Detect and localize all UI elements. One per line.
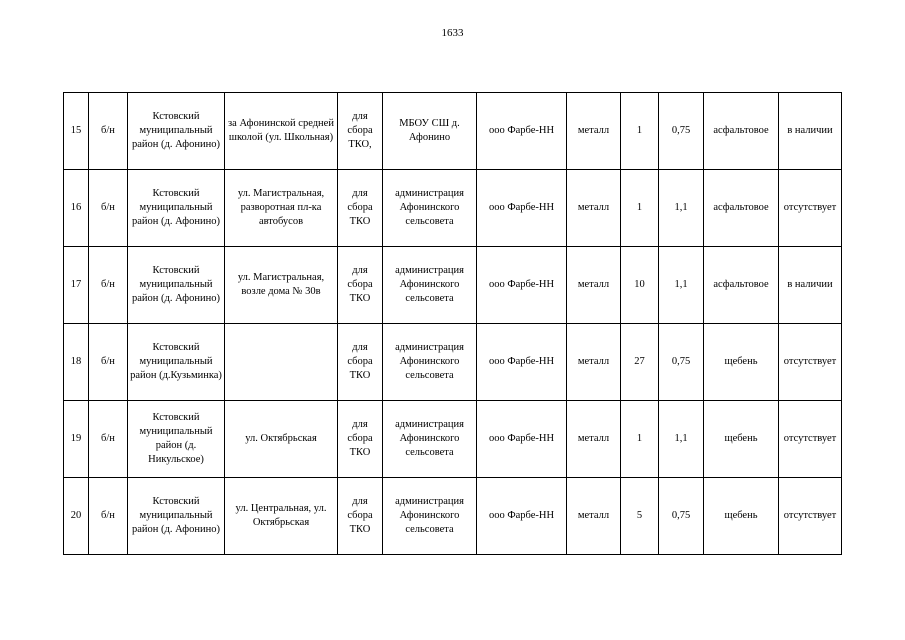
table-row xyxy=(64,401,842,478)
owner: администрация Афонинского сельсовета xyxy=(383,478,477,555)
container-material: металл xyxy=(567,324,621,401)
container-count: 1 xyxy=(621,170,659,247)
table-row xyxy=(64,247,842,324)
address xyxy=(225,324,338,401)
operator: ооо Фарбе-НН xyxy=(477,93,567,170)
container-material: металл xyxy=(567,170,621,247)
owner: администрация Афонинского сельсовета xyxy=(383,247,477,324)
row-number: 16 xyxy=(64,170,89,247)
registry-code: б/н xyxy=(89,170,128,247)
fence-status: отсутствует xyxy=(779,401,842,478)
container-volume: 0,75 xyxy=(659,478,704,555)
district: Кстовский муниципальный район (д. Афонино) xyxy=(128,93,225,170)
surface-type: щебень xyxy=(704,324,779,401)
container-volume: 1,1 xyxy=(659,247,704,324)
address: ул. Магистральная, разворотная пл-ка автобусов xyxy=(225,170,338,247)
address: за Афонинской средней школой (ул. Школьная) xyxy=(225,93,338,170)
district: Кстовский муниципальный район (д.Кузьминка) xyxy=(128,324,225,401)
surface-type: асфальтовое xyxy=(704,93,779,170)
purpose: для сбора ТКО xyxy=(338,401,383,478)
container-volume: 1,1 xyxy=(659,401,704,478)
registry-code: б/н xyxy=(89,93,128,170)
purpose: для сбора ТКО, xyxy=(338,93,383,170)
operator: ооо Фарбе-НН xyxy=(477,401,567,478)
container-material: металл xyxy=(567,401,621,478)
district: Кстовский муниципальный район (д. Никульское) xyxy=(128,401,225,478)
container-volume: 0,75 xyxy=(659,93,704,170)
table-row xyxy=(64,170,842,247)
district: Кстовский муниципальный район (д. Афонино) xyxy=(128,170,225,247)
container-count: 10 xyxy=(621,247,659,324)
operator: ооо Фарбе-НН xyxy=(477,247,567,324)
table-row xyxy=(64,478,842,555)
registry-code: б/н xyxy=(89,324,128,401)
container-material: металл xyxy=(567,478,621,555)
fence-status: отсутствует xyxy=(779,478,842,555)
surface-type: асфальтовое xyxy=(704,247,779,324)
district: Кстовский муниципальный район (д. Афонино) xyxy=(128,247,225,324)
owner: МБОУ СШ д. Афонино xyxy=(383,93,477,170)
surface-type: щебень xyxy=(704,401,779,478)
table-row xyxy=(64,93,842,170)
owner: администрация Афонинского сельсовета xyxy=(383,324,477,401)
row-number: 15 xyxy=(64,93,89,170)
operator: ооо Фарбе-НН xyxy=(477,324,567,401)
row-number: 19 xyxy=(64,401,89,478)
registry-code: б/н xyxy=(89,478,128,555)
container-count: 1 xyxy=(621,401,659,478)
operator: ооо Фарбе-НН xyxy=(477,170,567,247)
container-material: металл xyxy=(567,247,621,324)
address: ул. Магистральная, возле дома № 30в xyxy=(225,247,338,324)
purpose: для сбора ТКО xyxy=(338,170,383,247)
purpose: для сбора ТКО xyxy=(338,247,383,324)
container-count: 1 xyxy=(621,93,659,170)
container-material: металл xyxy=(567,93,621,170)
container-volume: 0,75 xyxy=(659,324,704,401)
fence-status: в наличии xyxy=(779,247,842,324)
surface-type: щебень xyxy=(704,478,779,555)
page-number: 1633 xyxy=(441,27,464,39)
waste-site-table xyxy=(63,92,842,555)
district: Кстовский муниципальный район (д. Афонино) xyxy=(128,478,225,555)
fence-status: отсутствует xyxy=(779,170,842,247)
container-volume: 1,1 xyxy=(659,170,704,247)
purpose: для сбора ТКО xyxy=(338,478,383,555)
fence-status: отсутствует xyxy=(779,324,842,401)
container-count: 27 xyxy=(621,324,659,401)
registry-code: б/н xyxy=(89,401,128,478)
table-row xyxy=(64,324,842,401)
row-number: 18 xyxy=(64,324,89,401)
purpose: для сбора ТКО xyxy=(338,324,383,401)
owner: администрация Афонинского сельсовета xyxy=(383,401,477,478)
container-count: 5 xyxy=(621,478,659,555)
registry-code: б/н xyxy=(89,247,128,324)
operator: ооо Фарбе-НН xyxy=(477,478,567,555)
surface-type: асфальтовое xyxy=(704,170,779,247)
owner: администрация Афонинского сельсовета xyxy=(383,170,477,247)
fence-status: в наличии xyxy=(779,93,842,170)
row-number: 17 xyxy=(64,247,89,324)
address: ул. Центральная, ул. Октябрьская xyxy=(225,478,338,555)
address: ул. Октябрьская xyxy=(225,401,338,478)
row-number: 20 xyxy=(64,478,89,555)
